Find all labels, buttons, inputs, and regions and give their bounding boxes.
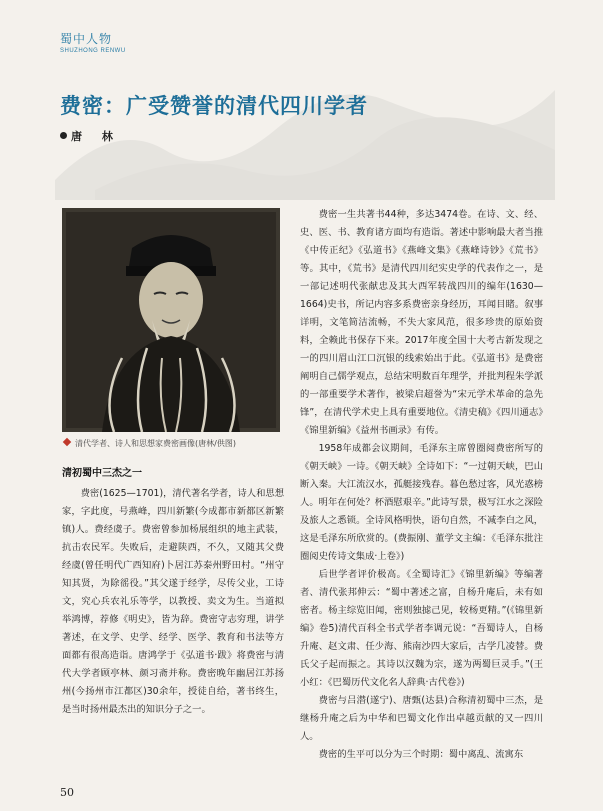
left-column (62, 465, 284, 785)
portrait-painting-icon (62, 208, 280, 432)
paragraph: 1958年成都会议期间，毛泽东主席曾圈阅费密所写的《朝天峡》一诗。《朝天峡》全诗如下：“一过朝天峡，巴山断入秦。大江流汉水，孤艇接残春。暮色愁过客，风光惑榜人。明年在何处？杯酒慰艰辛。”此诗写景，极写江水之深险及旅人之悉锁。全诗风格明快，语句自然，不减李白之风，这是毛泽东所欣赏的。(费振刚、董学文主编：《毛泽东批注圈阅史传诗文集成·上卷》) (300, 443, 543, 562)
paragraph: 费密的生平可以分为三个时期：蜀中离乱、流寓东 (318, 749, 524, 760)
paragraph: 费密(1625—1701)，清代著名学者，诗人和思想家，字此度，号燕峰，四川新繁(今成都市新都区新繁镇)人。费经虞子。费密曾参加杨展组织的地主武装，抗击农民军。失败后，走避陕西，不久，又随其父费经虞(曾任明代广西知府)卜居江苏泰州野田村。“州守知其贤，为除徭役。”其父遂于经学，尽传父业，工诗文，究心兵农礼乐等学，以教授、卖文为生。当道拟举鸿博，荐修《明史》，皆为辞。费密守志穷理，讲学著述，在文学、史学、经学、医学、教育和书法等方面都有很高造诣。唐鸿学于《弘道书·跋》将费密与清代大学者顾亭林、颜习斋并称。费密晚年幽居江苏扬州(今扬州市江都区)30余年，授徒自给，著书终生，是当时扬州最杰出的知识分子之一。 (62, 488, 284, 715)
paragraph: 后世学者评价极高。《全蜀诗汇》《锦里新编》等编著者、清代张邦伸云：“蜀中著述之富，自杨升庵后，未有如密者。杨主综览旧闻，密则独摅己见，较杨更精。”(《锦里新编》卷5)清代百科全书式学者李调元说：“吾蜀诗人，自杨升庵、赵文肃、任少海、熊南沙四大家后，古学几凌替。费氏父子起而振之。其诗以汉魏为宗，遂为两蜀巨灵手。”(王小红：《巴蜀历代文化名人辞典·古代卷》) (300, 569, 543, 688)
article-title: 费密：广受赞誉的清代四川学者 (60, 93, 368, 118)
section-tag (60, 30, 126, 54)
page-number: 50 (60, 786, 74, 799)
section-name-pinyin: SHUZHONG RENWU (60, 48, 126, 54)
author-name: 唐 林 (71, 130, 121, 143)
right-column (300, 206, 543, 796)
figure-caption (64, 438, 284, 449)
section-name: 蜀中人物 (60, 32, 113, 46)
paragraph: 费密与吕潜(遂宁)、唐甄(达县)合称清初蜀中三杰，是继杨升庵之后为中华和巴蜀文化作出卓越贡献的又一四川人。 (300, 695, 543, 742)
bullet-icon (60, 132, 67, 139)
caption-text: 清代学者、诗人和思想家费密画像(唐林/供图) (75, 439, 236, 448)
author-line (60, 128, 121, 144)
section-subheading: 清初蜀中三杰之一 (62, 468, 142, 479)
paragraph: 费密一生共著书44种，多达3474卷。在诗、文、经、史、医、书、教育诸方面均有造诣。著述中影响最大者当推《中传正纪》《弘道书》《燕峰文集》《燕峰诗钞》《荒书》等。其中，《荒书》是清代四川纪实史学的代表作之一，是一部记述明代张献忠及其大西军转战四川的编年(1630—1664)史书，所记内容多系费密亲身经历，耳闻目睹。叙事详明，文笔简洁流畅，不失大家风范，很多珍贵的原始资料，全赖此书保存下来。2017年度全国十大考古新发现之一的四川眉山江口沉银的线索始出于此。《弘道书》是费密阐明自己儒学观点，总结宋明数百年理学，并批判程朱学派的一部重要学术著作，被梁启超誉为“宋元学术革命的急先锋”，在清代学术史上具有重要地位。《清史稿》《四川通志》《锦里新编》《益州书画录》有传。 (300, 209, 543, 436)
caption-marker-icon (63, 438, 71, 446)
